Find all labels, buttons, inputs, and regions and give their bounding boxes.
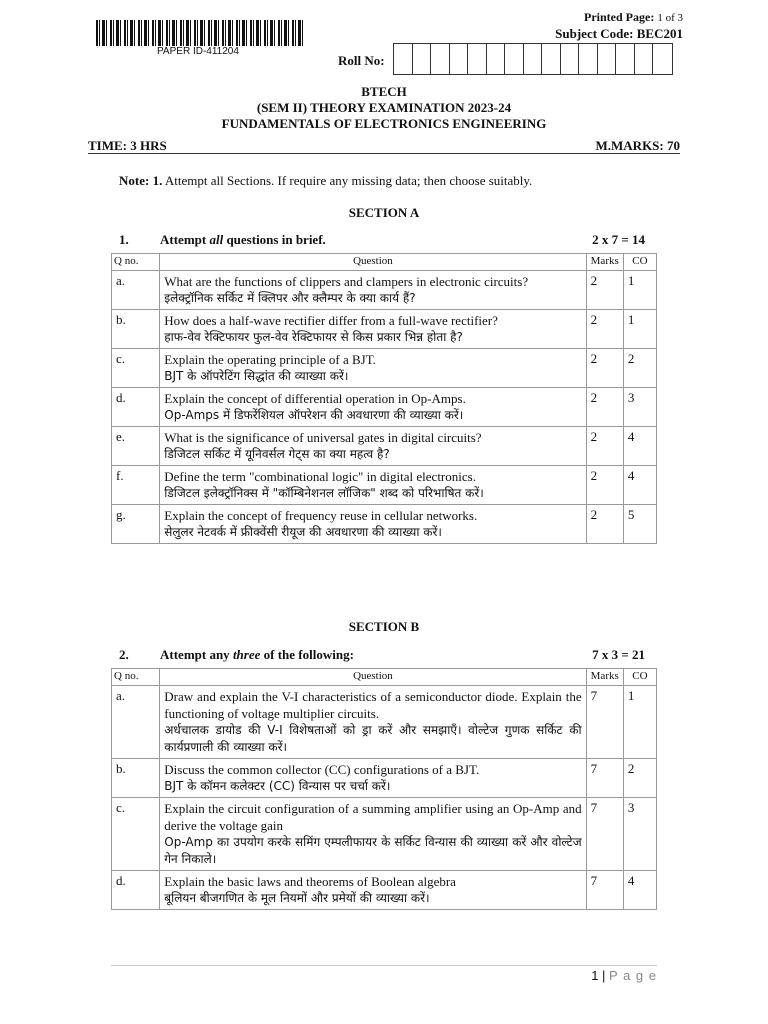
roll-no-box: [450, 44, 469, 74]
row-qno: a.: [112, 686, 160, 759]
row-marks: 2: [586, 271, 623, 310]
row-marks: 7: [586, 759, 623, 798]
question-hindi: Op-Amp का उपयोग करके समिंग एम्पलीफायर के सर्किट विन्यास की व्याख्या करें और वोल्टेज गेन निकाले।: [164, 835, 582, 866]
question-hindi: सेलुलर नेटवर्क में फ्रीक्वेंसी रीयूज की अवधारणा की व्याख्या करें।: [164, 525, 442, 539]
table-row: [112, 310, 657, 349]
note-number: 1.: [152, 173, 163, 188]
row-marks: 2: [586, 349, 623, 388]
row-qno: c.: [112, 349, 160, 388]
roll-no-box: [616, 44, 635, 74]
row-co: 5: [623, 505, 656, 544]
table-row: [112, 686, 657, 759]
row-co: 2: [623, 759, 656, 798]
question-english: Explain the operating principle of a BJT.: [164, 352, 376, 367]
table-row: [112, 871, 657, 910]
roll-no-box: [653, 44, 672, 74]
question-instruction: [160, 232, 592, 248]
exam-time: TIME: 3 HRS: [88, 138, 167, 153]
table-row: [112, 349, 657, 388]
question-english: Explain the basic laws and theorems of Boolean algebra: [164, 874, 456, 889]
section-a-question-heading: [119, 232, 645, 248]
row-question: [160, 310, 586, 349]
row-qno: e.: [112, 427, 160, 466]
question-hindi: हाफ-वेव रेक्टिफायर फुल-वेव रेक्टिफायर से किस प्रकार भिन्न होता है?: [164, 330, 463, 344]
row-marks: 2: [586, 388, 623, 427]
question-hindi: बूलियन बीजगणित के मूल नियमों और प्रमेयों की व्याख्या करें।: [164, 891, 430, 905]
instruction-emphasis: all: [209, 232, 224, 247]
question-english: Define the term "combinational logic" in digital electronics.: [164, 469, 476, 484]
row-qno: f.: [112, 466, 160, 505]
exam-title: (SEM II) THEORY EXAMINATION 2023-24: [256, 100, 512, 115]
section-a-table: [111, 253, 657, 544]
row-question: [160, 466, 586, 505]
question-english: Explain the concept of frequency reuse in cellular networks.: [164, 508, 478, 523]
section-a-title: SECTION A: [348, 205, 420, 220]
subject-code: Subject Code: BEC201: [555, 26, 683, 41]
question-english: Explain the concept of differential operation in Op-Amps.: [164, 391, 466, 406]
row-co: 2: [623, 349, 656, 388]
row-marks: 7: [586, 686, 623, 759]
question-english: How does a half-wave rectifier differ from a full-wave rectifier?: [164, 313, 498, 328]
row-marks: 7: [586, 798, 623, 871]
col-question: Question: [160, 669, 586, 686]
row-marks: 2: [586, 310, 623, 349]
printed-page-value: 1 of 3: [657, 12, 683, 24]
row-question: [160, 349, 586, 388]
roll-no-box: [394, 44, 413, 74]
question-hindi: BJT के कॉमन कलेक्टर (CC) विन्यास पर चर्चा करें।: [164, 779, 391, 793]
row-marks: 2: [586, 466, 623, 505]
row-co: 4: [623, 871, 656, 910]
question-hindi: Op-Amps में डिफरेंशियल ऑपरेशन की अवधारणा की व्याख्या करें।: [164, 408, 464, 422]
note: [119, 173, 532, 189]
question-hindi: इलेक्ट्रॉनिक सर्किट में क्लिपर और क्लैम्पर के क्या कार्य हैं?: [164, 291, 416, 305]
roll-no-box: [598, 44, 617, 74]
table-row: [112, 798, 657, 871]
roll-no-box: [542, 44, 561, 74]
row-question: [160, 759, 586, 798]
table-row: [112, 388, 657, 427]
marks-formula: 2 x 7 = 14: [592, 232, 645, 247]
question-instruction: [160, 647, 592, 663]
row-qno: d.: [112, 871, 160, 910]
footer-divider: [111, 965, 657, 966]
col-co: CO: [623, 669, 656, 686]
row-co: 1: [623, 310, 656, 349]
instruction-text: Attempt any: [160, 647, 233, 662]
table-row: [112, 505, 657, 544]
row-qno: c.: [112, 798, 160, 871]
row-co: 4: [623, 427, 656, 466]
question-hindi: BJT के ऑपरेटिंग सिद्धांत की व्याख्या करें।: [164, 369, 349, 383]
row-co: 3: [623, 388, 656, 427]
row-co: 1: [623, 686, 656, 759]
roll-no-label: Roll No:: [338, 53, 385, 68]
row-question: [160, 798, 586, 871]
table-row: [112, 466, 657, 505]
page-separator: |: [598, 968, 610, 983]
row-question: [160, 388, 586, 427]
row-marks: 2: [586, 427, 623, 466]
note-text: Attempt all Sections. If require any missing data; then choose suitably.: [164, 173, 533, 188]
roll-no-box: [431, 44, 450, 74]
section-b-question-heading: [119, 647, 645, 663]
row-qno: g.: [112, 505, 160, 544]
question-english: Discuss the common collector (CC) configurations of a BJT.: [164, 762, 480, 777]
printed-page: [584, 10, 683, 25]
row-qno: d.: [112, 388, 160, 427]
roll-no-box: [561, 44, 580, 74]
roll-no-box: [468, 44, 487, 74]
col-question: Question: [160, 254, 586, 271]
row-question: [160, 686, 586, 759]
marks-formula: 7 x 3 = 21: [592, 647, 645, 662]
max-marks: M.MARKS: 70: [595, 138, 680, 153]
degree-title: BTECH: [361, 84, 407, 99]
section-b-table: [111, 668, 657, 910]
instruction-text: of the following:: [260, 647, 354, 662]
row-qno: b.: [112, 759, 160, 798]
question-english: What are the functions of clippers and clampers in electronic circuits?: [164, 274, 529, 289]
table-row: [112, 271, 657, 310]
question-english: What is the significance of universal gates in digital circuits?: [164, 430, 482, 445]
row-question: [160, 427, 586, 466]
question-number: 1.: [119, 232, 129, 247]
exam-titles: [0, 84, 768, 132]
page-word: P a g e: [609, 968, 657, 983]
instruction-emphasis: three: [232, 647, 261, 662]
col-marks: Marks: [586, 669, 623, 686]
row-question: [160, 871, 586, 910]
roll-no-box: [524, 44, 543, 74]
row-qno: a.: [112, 271, 160, 310]
roll-no-boxes: [393, 43, 673, 75]
question-number: 2.: [119, 647, 129, 662]
table-header-row: [112, 254, 657, 271]
course-title: FUNDAMENTALS OF ELECTRONICS ENGINEERING: [221, 116, 547, 131]
row-marks: 7: [586, 871, 623, 910]
question-english: Draw and explain the V-I characteristics of a semiconductor diode. Explain the functioning of voltage multiplier circuits.: [164, 689, 582, 721]
row-co: 4: [623, 466, 656, 505]
roll-no-box: [635, 44, 654, 74]
paper-id: PAPER ID-411204: [157, 46, 239, 57]
question-english: Explain the circuit configuration of a summing amplifier using an Op-Amp and derive the voltage gain: [164, 801, 582, 833]
section-b-title: SECTION B: [348, 619, 420, 634]
col-qno: Q no.: [112, 254, 160, 271]
question-hindi: डिजिटल इलेक्ट्रॉनिक्स में "कॉम्बिनेशनल लॉजिक" शब्द को परिभाषित करें।: [164, 486, 484, 500]
instruction-text: Attempt: [160, 232, 210, 247]
row-question: [160, 505, 586, 544]
roll-no-box: [579, 44, 598, 74]
row-qno: b.: [112, 310, 160, 349]
col-co: CO: [623, 254, 656, 271]
printed-page-label: Printed Page:: [584, 10, 655, 24]
roll-no-box: [487, 44, 506, 74]
table-row: [112, 759, 657, 798]
table-header-row: [112, 669, 657, 686]
row-question: [160, 271, 586, 310]
header-divider: [88, 153, 680, 154]
row-marks: 2: [586, 505, 623, 544]
question-hindi: डिजिटल सर्किट में यूनिवर्सल गेट्स का क्या महत्व है?: [164, 447, 390, 461]
table-row: [112, 427, 657, 466]
question-hindi: अर्धचालक डायोड की V-I विशेषताओं को ड्रा करें और समझाएँ। वोल्टेज गुणक सर्किट की कार्यप्रणाली की व्याख्या करें।: [164, 723, 582, 754]
page-number: 1: [591, 968, 599, 983]
row-co: 3: [623, 798, 656, 871]
note-label: Note:: [119, 173, 150, 188]
roll-no-box: [505, 44, 524, 74]
col-qno: Q no.: [112, 669, 160, 686]
instruction-text: questions in brief.: [223, 232, 326, 247]
row-co: 1: [623, 271, 656, 310]
col-marks: Marks: [586, 254, 623, 271]
page-footer: [591, 968, 657, 983]
barcode: [96, 20, 304, 46]
roll-no-box: [413, 44, 432, 74]
